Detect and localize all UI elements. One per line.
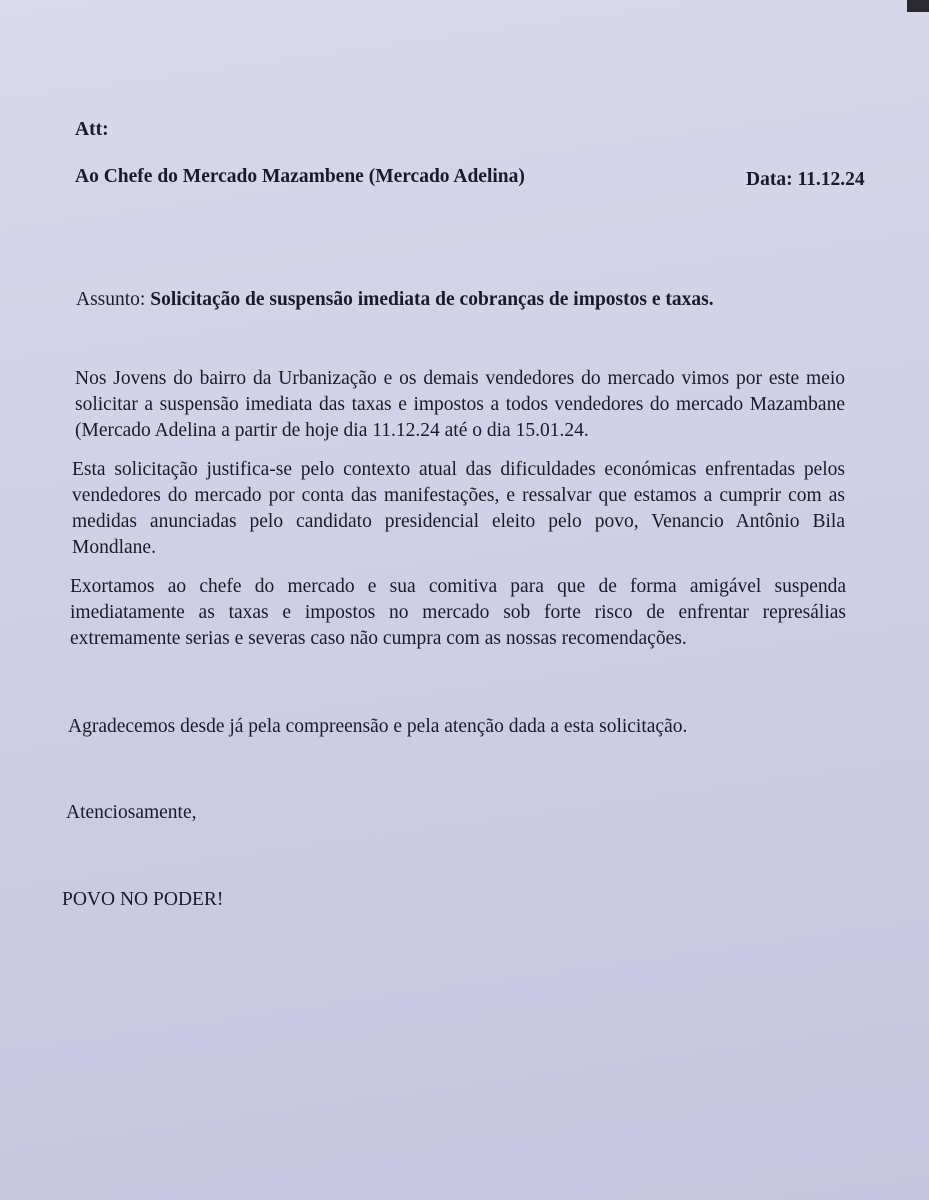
thanks-line: Agradecemos desde já pela compreensão e pela atenção dada a esta solicitação. <box>68 716 688 737</box>
body-paragraph: Nos Jovens do bairro da Urbanização e os demais vendedores do mercado vimos por este meio solicitar a suspensão imediata das taxas e impostos a todos vendedores do mercado Mazambane (Mercado Adelina a partir de hoje dia 11.12.24 até o dia 15.01.24. <box>75 368 845 441</box>
signature-line: POVO NO PODER! <box>62 889 224 910</box>
body-paragraph: Exortamos ao chefe do mercado e sua comitiva para que de forma amigável suspenda imediatamente as taxas e impostos no mercado sob forte risco de enfrentar represálias extremamente serias e severas caso não cumpra com as nossas recomendações. <box>70 576 846 649</box>
photo-corner-shadow <box>907 0 929 12</box>
subject-label: Assunto: <box>76 289 146 310</box>
letter-date: Data: 11.12.24 <box>746 169 865 190</box>
recipient-line: Ao Chefe do Mercado Mazambene (Mercado Adelina) <box>75 166 525 187</box>
closing-line: Atenciosamente, <box>66 802 197 823</box>
body-paragraph: Esta solicitação justifica-se pelo contexto atual das dificuldades económicas enfrentadas pelos vendedores do mercado por conta das manifestações, e ressalvar que estamos a cumprir com as medidas anunciadas pelo candidato presidencial eleito pelo povo, Venancio Antônio Bila Mondlane. <box>72 459 845 558</box>
subject-text: Solicitação de suspensão imediata de cobranças de impostos e taxas. <box>150 289 714 310</box>
subject-line <box>76 288 714 312</box>
att-label: Att: <box>75 119 109 140</box>
